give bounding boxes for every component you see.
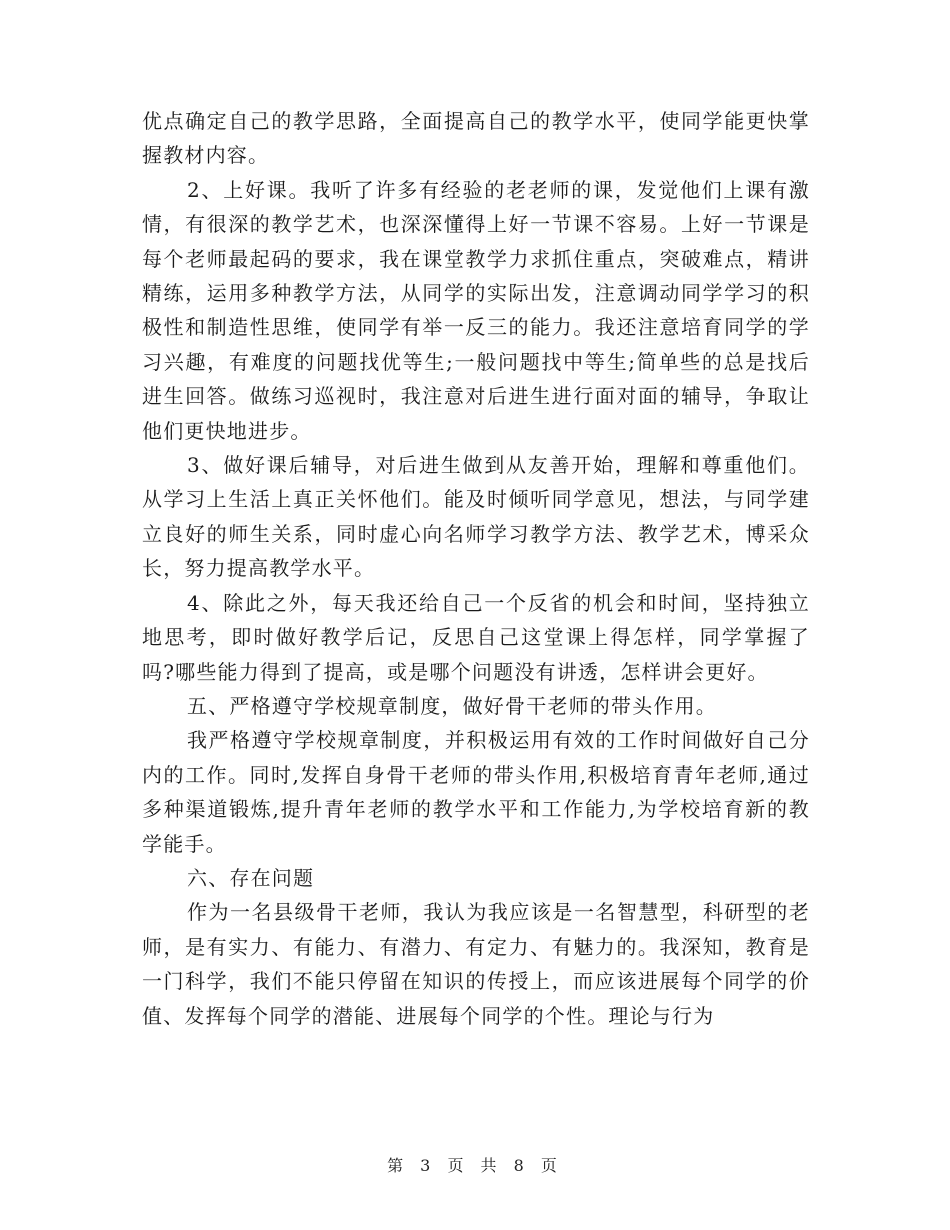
paragraph-3: 3、做好课后辅导，对后进生做到从友善开始，理解和尊重他们。从学习上生活上真正关怀他们。能及时倾听同学意见，想法，与同学建立良好的师生关系，同时虚心向名师学习教学方法、教学艺术，博采众长，努力提高教学水平。 bbox=[142, 453, 810, 581]
paragraph-2: 2、上好课。我听了许多有经验的老老师的课，发觉他们上课有激情，有很深的教学艺术，也深深懂得上好一节课不容易。上好一节课是每个老师最起码的要求，我在课堂教学力求抓住重点，突破难点，精讲精练，运用多种教学方法，从同学的实际出发，注意调动同学学习的积极性和制造性思维，使同学有举一反三的能力。我还注意培育同学的学习兴趣，有难度的问题找优等生;一般问题找中等生;简单些的总是找后进生回答。做练习巡视时，我注意对后进生进行面对面的辅导，争取让他们更快地进步。 bbox=[142, 177, 810, 443]
paragraph-6: 我严格遵守学校规章制度，并积极运用有效的工作时间做好自己分内的工作。同时,发挥自身骨干老师的带头作用,积极培育青年老师,通过多种渠道锻炼,提升青年老师的教学水平和工作能力,为学校培育新的教学能手。 bbox=[142, 728, 810, 856]
paragraph-1: 优点确定自己的教学思路，全面提高自己的教学水平，使同学能更快掌握教材内容。 bbox=[142, 109, 810, 168]
section-heading-5: 五、严格遵守学校规章制度，做好骨干老师的带头作用。 bbox=[187, 693, 717, 718]
paragraph-4: 4、除此之外，每天我还给自己一个反省的机会和时间，坚持独立地思考，即时做好教学后记，反思自己这堂课上得怎样，同学掌握了吗?哪些能力得到了提高，或是哪个问题没有讲透，怎样讲会更好。 bbox=[142, 590, 810, 684]
document-body bbox=[142, 104, 810, 1033]
page-number-footer: 第 3 页 共 8 页 bbox=[387, 1156, 563, 1175]
section-heading-6: 六、存在问题 bbox=[187, 865, 315, 890]
paragraph-8: 作为一名县级骨干老师，我认为我应该是一名智慧型，科研型的老师，是有实力、有能力、有潜力、有定力、有魅力的。我深知，教育是一门科学，我们不能只停留在知识的传授上，而应该进展每个同学的价值、发挥每个同学的潜能、进展每个同学的个性。理论与行为 bbox=[142, 900, 810, 1028]
